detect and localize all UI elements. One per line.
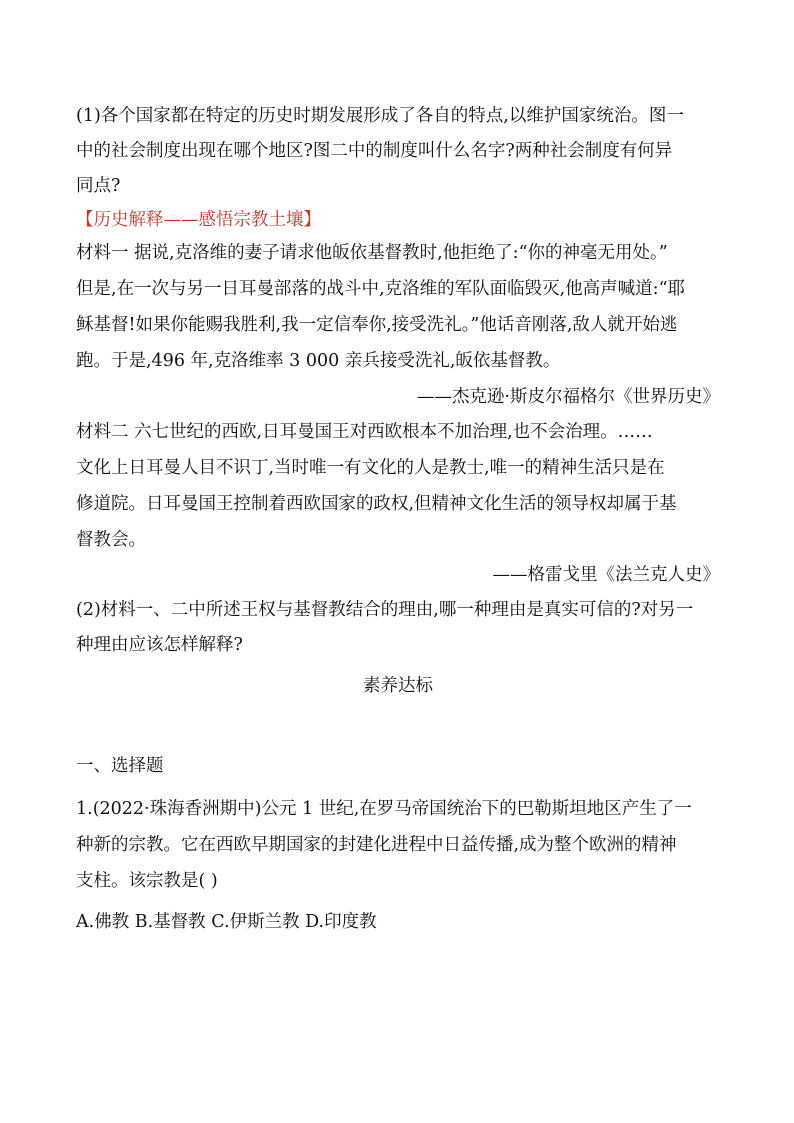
material1-line-4: 跑。于是,496 年,克洛维率 3 000 亲兵接受洗礼,皈依基督教。 [76, 351, 561, 371]
question1-options: A.佛教 B.基督教 C.伊斯兰教 D.印度教 [76, 912, 377, 932]
material1-source: ——杰克逊·斯皮尔福格尔《世界历史》 [416, 387, 720, 407]
material1-line-2: 但是,在一次与另一日耳曼部落的战斗中,克洛维的军队面临毁灭,他高声喊道:“耶 [76, 279, 686, 299]
q1-line-3: 同点? [76, 176, 121, 196]
material2-line-3: 修道院。日耳曼国王控制着西欧国家的政权,但精神文化生活的领导权却属于基 [76, 494, 677, 514]
section-heading: 【历史解释——感悟宗教土壤】 [76, 210, 321, 230]
q2-line-2: 种理由应该怎样解释? [76, 635, 243, 655]
question1-line-1: 1.(2022·珠海香洲期中)公元 1 世纪,在罗马帝国统治下的巴勒斯坦地区产生了一 [76, 799, 692, 819]
question1-line-2: 种新的宗教。它在西欧早期国家的封建化进程中日益传播,成为整个欧洲的精神 [76, 835, 677, 855]
question1-line-3: 支柱。该宗教是( ) [76, 871, 218, 891]
material2-line-2: 文化上日耳曼人目不识丁,当时唯一有文化的人是教士,唯一的精神生活只是在 [76, 458, 665, 478]
part-heading: 一、选择题 [76, 756, 164, 776]
material1-line-1: 材料一 据说,克洛维的妻子请求他皈依基督教时,他拒绝了:“你的神毫无用处。” [76, 243, 668, 263]
material1-line-3: 稣基督!如果你能赐我胜利,我一定信奉你,接受洗礼。”他话音刚落,敌人就开始逃 [76, 315, 678, 335]
material2-line-4: 督教会。 [76, 530, 146, 550]
material2-line-1: 材料二 六七世纪的西欧,日耳曼国王对西欧根本不加治理,也不会治理。…… [76, 422, 653, 442]
q1-line-1: (1)各个国家都在特定的历史时期发展形成了各自的特点,以维护国家统治。图一 [76, 106, 684, 126]
material2-source: ——格雷戈里《法兰克人史》 [492, 565, 720, 585]
q1-line-2: 中的社会制度出现在哪个地区?图二中的制度叫什么名字?两种社会制度有何异 [76, 141, 673, 161]
center-title: 素养达标 [363, 676, 433, 696]
q2-line-1: (2)材料一、二中所述王权与基督教结合的理由,哪一种理由是真实可信的?对另一 [76, 600, 694, 620]
